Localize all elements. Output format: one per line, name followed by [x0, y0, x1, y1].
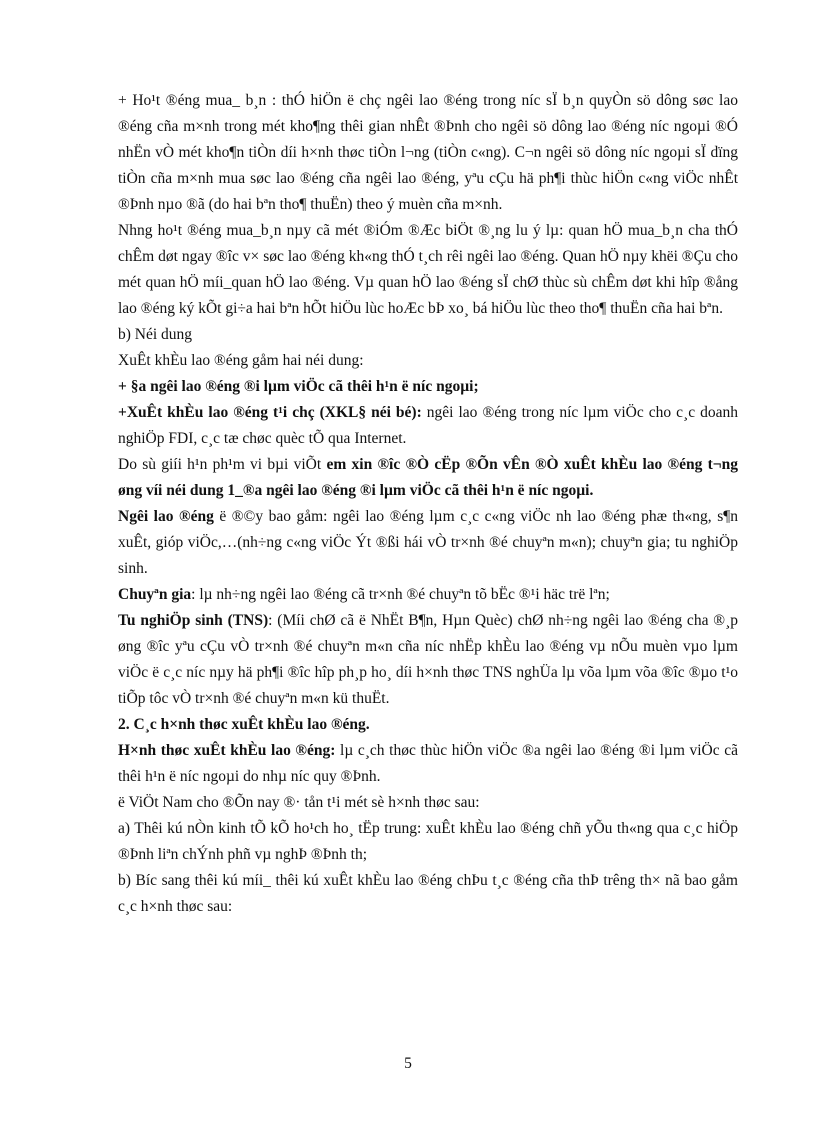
paragraph-planned-economy: a) Thêi kú nÒn kinh tÕ kÕ ho¹ch ho¸ tËp trung: xuÊt khÈu lao ®éng chñ yÕu th«ng qua c¸c hiÖp ®Þnh liªn chÝnh phñ vµ nghÞ ®Þnh th; — [118, 820, 738, 863]
worker-text: ë ®©y bao gåm: ngêi lao ®éng lµm c¸c c«ng viÖc nh lao ®éng phæ th«ng, s¶n xuÊt, gióp viÖc,…(nh÷ng c«ng viÖc Ýt ®ßi hái vÒ tr×nh ®é chuyªn m«n); chuyªn gia; tu nghiÖp sinh. — [118, 508, 738, 577]
paragraph-special-point: Nhng ho¹t ®éng mua_b¸n nµy cã mét ®iÓm ®Æc biÖt ®¸ng lu ý lµ: quan hÖ mua_b¸n cha thÓ chÊm døt ngay ®îc v× søc lao ®éng kh«ng thÓ t¸ch rêi ngêi lao ®éng. Quan hÖ nµy khëi ®Çu cho mét quan hÖ míi_quan hÖ lao ®éng. Vµ quan hÖ lao ®éng sÏ chØ thùc sù chÊm døt khi hîp ®ång lao ®éng ký kÕt gi÷a hai bªn hÕt hiÖu lùc hoÆc bÞ xo¸ bá hiÖu lùc theo tho¶ thuËn cña hai bªn. — [118, 222, 738, 317]
document-body — [118, 88, 738, 920]
paragraph-vietnam: ë ViÖt Nam cho ®Õn nay ®· tån t¹i mét sè h×nh thøc sau: — [118, 794, 480, 811]
paragraph-market-period: b) Bíc sang thêi kú míi_ thêi kú xuÊt khÈu lao ®éng chÞu t¸c ®éng cña thÞ trêng th× nã bao gåm c¸c h×nh thøc sau: — [118, 872, 738, 915]
expert-term: Chuyªn gia — [118, 586, 192, 603]
paragraph-buy-sell: + Ho¹t ®éng mua_ b¸n : thÓ hiÖn ë chç ngêi lao ®éng trong níc sÏ b¸n quyÒn sö dông søc lao ®éng cña m×nh trong mét kho¶ng thêi gian nhÊt ®Þnh cho ngêi sö dông lao ®éng níc ngoµi ®Ó nhËn vÒ mét kho¶n tiÒn díi h×nh thøc tiÒn l¬ng (tiÒn c«ng). C¬n ngêi sö dông níc ngoµi sÏ dïng tiÒn cña m×nh mua søc lao ®éng cña ngêi lao ®éng, yªu cÇu hä ph¶i thùc hiÖn c«ng viÖc nhÊt ®Þnh nµo ®ã (do hai bªn tho¶ thuËn) theo ý muèn cña m×nh. — [118, 92, 738, 213]
paragraph-expert-def — [118, 582, 738, 608]
worker-term: Ngêi lao ®éng — [118, 508, 214, 525]
form-text: lµ c¸ch thøc thùc hiÖn viÖc ®a ngêi lao ®éng ®i lµm viÖc cã thêi h¹n ë níc ngoµi do nhµ níc quy ®Þnh. — [118, 742, 738, 785]
paragraph-scope-start: Do sù giíi h¹n ph¹m vi bµi viÕt — [118, 456, 327, 473]
section-heading-forms: 2. C¸c h×nh thøc xuÊt khÈu lao ®éng. — [118, 716, 370, 733]
bullet-onsite-export — [118, 400, 738, 452]
paragraph-scope-bold: em xin ®îc ®Ò cËp ®Õn vÊn ®Ò xuÊt khÈu lao ®éng t¬ng øng víi néi dung 1_®a ngêi lao ®éng ®i lµm viÖc cã thêi h¹n ë níc ngoµi. — [118, 456, 738, 499]
expert-text: : lµ nh÷ng ngêi lao ®éng cã tr×nh ®é chuyªn tõ bËc ®¹i häc trë lªn; — [191, 586, 610, 603]
paragraph-two-contents: XuÊt khÈu lao ®éng gåm hai néi dung: — [118, 352, 364, 369]
trainee-term: Tu nghiÖp sinh (TNS) — [118, 612, 269, 629]
paragraph-worker-def — [118, 504, 738, 582]
form-term: H×nh thøc xuÊt khÈu lao ®éng: — [118, 742, 336, 759]
page-number: 5 — [404, 1055, 412, 1072]
trainee-text: : (Míi chØ cã ë NhËt B¶n, Hµn Quèc) chØ nh÷ng ngêi lao ®éng cha ®¸p øng ®îc yªu cÇu vÒ tr×nh ®é chuyªn m«n cña níc nhËp khÈu lao ®éng vµ nÕu muèn vµo lµm viÖc ë c¸c níc nµy hä ph¶i ®îc hîp ph¸p ho¸ díi h×nh thøc TNS nghÜa lµ võa lµm võa ®îc ®µo t¹o tiÕp tôc vÒ tr×nh ®é chuyªn m«n kü thuËt. — [118, 612, 738, 707]
bullet-onsite-export-term: +XuÊt khÈu lao ®éng t¹i chç (XKL§ néi bé): — [118, 404, 422, 421]
heading-content: b) Néi dung — [118, 326, 193, 343]
bullet-onsite-export-text: ngêi lao ®éng trong níc lµm viÖc cho c¸c doanh nghiÖp FDI, c¸c tæ chøc quèc tÕ qua Internet. — [118, 404, 738, 447]
paragraph-scope — [118, 452, 738, 504]
paragraph-trainee-def — [118, 608, 738, 712]
paragraph-form-def — [118, 738, 738, 790]
bullet-send-abroad: + §a ngêi lao ®éng ®i lµm viÖc cã thêi h¹n ë níc ngoµi; — [118, 378, 479, 395]
